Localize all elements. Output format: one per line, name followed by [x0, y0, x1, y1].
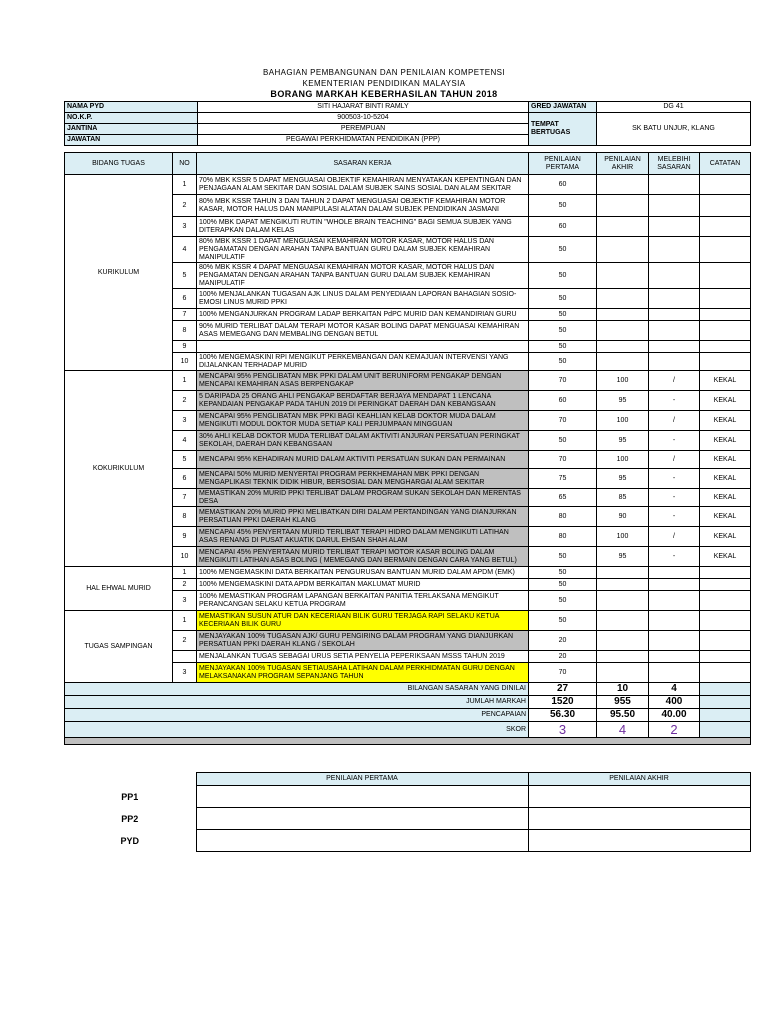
row-catatan: [700, 651, 751, 663]
row-akhir: 85: [597, 489, 649, 507]
row-sasaran: MENCAPAI 95% KEHADIRAN MURID DALAM AKTIVITI PERSATUAN SUKAN DAN PERMAINAN: [197, 451, 529, 469]
row-no: 2: [173, 579, 197, 591]
row-akhir: [597, 321, 649, 341]
row-akhir: [597, 289, 649, 309]
row-no: [173, 651, 197, 663]
row-catatan: [700, 611, 751, 631]
row-pertama: 50: [529, 611, 597, 631]
row-sasaran: 100% MBK DAPAT MENGIKUTI RUTIN "WHOLE BRAIN TEACHING" BAGI SEMUA SUBJEK YANG DITERAPKAN DALAM KELAS: [197, 217, 529, 237]
row-catatan: [700, 631, 751, 651]
row-akhir: [597, 309, 649, 321]
row-akhir: [597, 195, 649, 217]
row-sasaran: 70% MBK KSSR 5 DAPAT MENGUASAI OBJEKTIF KEMAHIRAN MENYATAKAN KEPENTINGAN DAN PENJAGAAN ALAM SEKITAR DAN SOSIAL DALAM SUBJEK SAINS SOSIAL DAN ALAM SEKITAR: [197, 175, 529, 195]
row-melebihi: -: [649, 547, 700, 567]
row-catatan: [700, 579, 751, 591]
table-row: [65, 371, 751, 391]
sig-akhir-header: PENILAIAN AKHIR: [528, 773, 750, 786]
row-melebihi: [649, 651, 700, 663]
row-sasaran: 100% MENJALANKAN TUGASAN AJK LINUS DALAM PENYEDIAAN LAPORAN BAHAGIAN SOSIO-EMOSI LINUS MURID PPKI: [197, 289, 529, 309]
row-akhir: [597, 591, 649, 611]
row-catatan: [700, 567, 751, 579]
jantina-value: PEREMPUAN: [198, 124, 529, 135]
row-melebihi: /: [649, 371, 700, 391]
signature-table: [64, 772, 751, 852]
row-pertama: 50: [529, 579, 597, 591]
row-pertama: 80: [529, 527, 597, 547]
row-no: 9: [173, 527, 197, 547]
row-no: 6: [173, 469, 197, 489]
section-sampingan: TUGAS SAMPINGAN: [65, 611, 173, 683]
row-catatan: KEKAL: [700, 469, 751, 489]
row-pertama: 50: [529, 431, 597, 451]
row-akhir: [597, 217, 649, 237]
row-catatan: KEKAL: [700, 527, 751, 547]
row-no: 3: [173, 411, 197, 431]
row-catatan: KEKAL: [700, 411, 751, 431]
row-catatan: [700, 217, 751, 237]
row-akhir: [597, 263, 649, 289]
row-akhir: [597, 631, 649, 651]
row-no: 4: [173, 237, 197, 263]
row-sasaran: MEMASTIKAN 20% MURID PPKI TERLIBAT DALAM PROGRAM SUKAN SEKOLAH DAN MERENTAS DESA: [197, 489, 529, 507]
sig-pertama-header: PENILAIAN PERTAMA: [196, 773, 528, 786]
row-catatan: KEKAL: [700, 431, 751, 451]
row-pertama: 75: [529, 469, 597, 489]
row-sasaran: 90% MURID TERLIBAT DALAM TERAPI MOTOR KASAR BOLING DAPAT MENGUASAI KEMAHIRAN ASAS MEMEGANG DAN MEMBALING DENGAN BETUL: [197, 321, 529, 341]
row-akhir: [597, 175, 649, 195]
tempat-label: TEMPAT BERTUGAS: [529, 113, 597, 146]
form-title: BORANG MARKAH KEBERHASILAN TAHUN 2018: [270, 89, 498, 99]
row-sasaran: 100% MEMASTIKAN PROGRAM LAPANGAN BERKAITAN PANITIA TERLAKSANA MENGIKUT PERANCANGAN SELAKU KETUA PROGRAM: [197, 591, 529, 611]
row-no: 3: [173, 217, 197, 237]
row-sasaran: MENCAPAI 95% PENGLIBATAN MBK PPKI DALAM UNIT BERUNIFORM PENGAKAP DENGAN MENCAPAI KEMAHIRAN ASAS BERPENGAKAP: [197, 371, 529, 391]
row-melebihi: /: [649, 411, 700, 431]
row-no: 2: [173, 195, 197, 217]
row-catatan: KEKAL: [700, 507, 751, 527]
row-melebihi: -: [649, 507, 700, 527]
section-kokurikulum: KOKURIKULUM: [65, 371, 173, 567]
skor-pertama: 3: [529, 722, 597, 738]
row-akhir: 95: [597, 391, 649, 411]
row-akhir: [597, 663, 649, 683]
pp2-pertama-cell[interactable]: [196, 808, 528, 830]
row-pertama: 50: [529, 567, 597, 579]
row-melebihi: [649, 631, 700, 651]
row-pertama: 70: [529, 451, 597, 469]
row-pertama: 50: [529, 321, 597, 341]
tempat-value: SK BATU UNJUR, KLANG: [597, 113, 751, 146]
jawatan-value: PEGAWAI PERKHIDMATAN PENDIDIKAN (PPP): [198, 135, 529, 146]
row-melebihi: [649, 175, 700, 195]
marks-table: [64, 152, 751, 745]
row-melebihi: [649, 663, 700, 683]
pencapaian-melebihi: 40.00: [649, 709, 700, 722]
header-line-1: BAHAGIAN PEMBANGUNAN DAN PENILAIAN KOMPETENSI: [262, 68, 506, 77]
gred-label: GRED JAWATAN: [529, 102, 597, 113]
row-pertama: 60: [529, 175, 597, 195]
row-pertama: 50: [529, 341, 597, 353]
row-akhir: [597, 579, 649, 591]
nokp-value: 900503-10-5204: [198, 113, 529, 124]
row-no: 3: [173, 591, 197, 611]
row-melebihi: -: [649, 431, 700, 451]
row-catatan: KEKAL: [700, 451, 751, 469]
row-akhir: [597, 651, 649, 663]
row-akhir: 100: [597, 451, 649, 469]
row-no: 2: [173, 391, 197, 411]
skor-melebihi: 2: [649, 722, 700, 738]
row-catatan: [700, 341, 751, 353]
jumlah-label: JUMLAH MARKAH: [65, 696, 529, 709]
row-pertama: 50: [529, 263, 597, 289]
row-pertama: 70: [529, 371, 597, 391]
row-pertama: 50: [529, 289, 597, 309]
row-akhir: 100: [597, 371, 649, 391]
row-pertama: 50: [529, 591, 597, 611]
row-melebihi: [649, 567, 700, 579]
row-sasaran: 80% MBK KSSR TAHUN 3 DAN TAHUN 2 DAPAT MENGUASAI OBJEKTIF KEMAHIRAN MOTOR KASAR, MOTOR HALUS DAN MANIPULASI ALATAN DALAM SUBJEK PENDIDIKAN JASMANI: [197, 195, 529, 217]
row-melebihi: [649, 579, 700, 591]
row-melebihi: [649, 217, 700, 237]
row-melebihi: [649, 289, 700, 309]
row-catatan: [700, 289, 751, 309]
row-akhir: [597, 567, 649, 579]
bilangan-melebihi: 4: [649, 683, 700, 696]
row-catatan: [700, 321, 751, 341]
row-catatan: [700, 263, 751, 289]
row-melebihi: -: [649, 469, 700, 489]
row-akhir: [597, 237, 649, 263]
row-no: 10: [173, 547, 197, 567]
row-no: 7: [173, 309, 197, 321]
gred-value: DG 41: [597, 102, 751, 113]
section-hal-ehwal: HAL EHWAL MURID: [65, 567, 173, 611]
table-row: [65, 175, 751, 195]
row-sasaran: MENCAPAI 45% PENYERTAAN MURID TERLIBAT TERAPI MOTOR KASAR BOLING DALAM MENGIKUTI LATIHAN ASAS BOLING ( MEMEGANG DAN BERMAIN DENGAN CARA YANG BETUL): [197, 547, 529, 567]
row-catatan: KEKAL: [700, 489, 751, 507]
pp1-akhir-cell[interactable]: [528, 786, 750, 808]
row-sasaran: 30% AHLI KELAB DOKTOR MUDA TERLIBAT DALAM AKTIVITI ANJURAN PERSATUAN PERINGKAT SEKOLAH, DAERAH DAN KEBANGSAAN: [197, 431, 529, 451]
row-sasaran: MENCAPAI 95% PENGLIBATAN MBK PPKI BAGI KEAHLIAN KELAB DOKTOR MUDA DALAM MENGIKUTI MODUL DOKTOR MUDA SETIAP KALI PERJUMPAAN MINGGUAN: [197, 411, 529, 431]
row-sasaran: MEMASTIKAN SUSUN ATUR DAN KECERIAAN BILIK GURU TERJAGA RAPI SELAKU KETUA KECERIAAN BILIK GURU: [197, 611, 529, 631]
row-melebihi: [649, 237, 700, 263]
pp1-label: PP1: [121, 791, 139, 802]
row-catatan: KEKAL: [700, 547, 751, 567]
row-pertama: 60: [529, 217, 597, 237]
pp2-akhir-cell[interactable]: [528, 808, 750, 830]
row-melebihi: [649, 321, 700, 341]
row-melebihi: [649, 309, 700, 321]
bilangan-akhir: 10: [597, 683, 649, 696]
divider-bar: [65, 738, 751, 745]
row-sasaran: MENCAPAI 45% PENYERTAAN MURID TERLIBAT TERAPI HIDRO DALAM MENGIKUTI LATIHAN ASAS RENANG DI PUSAT AKUATIK DARUL EHSAN SHAH ALAM: [197, 527, 529, 547]
row-no: 1: [173, 611, 197, 631]
row-pertama: 70: [529, 663, 597, 683]
row-catatan: [700, 591, 751, 611]
row-melebihi: /: [649, 527, 700, 547]
row-melebihi: -: [649, 391, 700, 411]
row-akhir: [597, 353, 649, 371]
row-sasaran: 100% MENGEMASKINI DATA APDM BERKAITAN MAKLUMAT MURID: [197, 579, 529, 591]
col-sasaran: SASARAN KERJA: [197, 153, 529, 175]
row-melebihi: [649, 263, 700, 289]
col-bidang: BIDANG TUGAS: [65, 153, 173, 175]
row-sasaran: [197, 341, 529, 353]
col-melebihi: MELEBIHI SASARAN: [649, 153, 700, 175]
row-no: 1: [173, 567, 197, 579]
row-sasaran: MENJAYAKAN 100% TUGASAN AJK/ GURU PENGIRING DALAM PROGRAM YANG DIANJURKAN PERSATUAN PPKI DAERAH KLANG / SEKOLAH: [197, 631, 529, 651]
row-pertama: 20: [529, 631, 597, 651]
row-no: 9: [173, 341, 197, 353]
row-no: 1: [173, 175, 197, 195]
row-pertama: 60: [529, 391, 597, 411]
jumlah-akhir: 955: [597, 696, 649, 709]
pencapaian-akhir: 95.50: [597, 709, 649, 722]
row-sasaran: 80% MBK KSSR 1 DAPAT MENGUASAI KEMAHIRAN MOTOR KASAR, MOTOR HALUS DAN PENGAMATAN DENGAN ARAHAN TANPA BANTUAN GURU DALAM SUBJEK KEMAHIRAN MANIPULATIF: [197, 237, 529, 263]
row-sasaran: MEMASTIKAN 20% MURID PPKI MELIBATKAN DIRI DALAM PERTANDINGAN YANG DIANJURKAN PERSATUAN PPKI DAERAH KLANG: [197, 507, 529, 527]
row-melebihi: /: [649, 451, 700, 469]
row-pertama: 65: [529, 489, 597, 507]
col-pertama: PENILAIAN PERTAMA: [529, 153, 597, 175]
nokp-label: NO.K.P.: [65, 113, 198, 124]
nama-value: SITI HAJARAT BINTI RAMLY: [198, 102, 529, 113]
table-row: [65, 611, 751, 631]
pyd-label: PYD: [120, 835, 139, 846]
row-no: 3: [173, 663, 197, 683]
nama-label: NAMA PYD: [65, 102, 198, 113]
row-catatan: [700, 309, 751, 321]
row-akhir: [597, 611, 649, 631]
row-no: 7: [173, 489, 197, 507]
row-catatan: [700, 353, 751, 371]
pyd-pertama-cell[interactable]: [196, 830, 528, 852]
row-sasaran: MENJALANKAN TUGAS SEBAGAI URUS SETIA PENYELIA PEPERIKSAAN MSSS TAHUN 2019: [197, 651, 529, 663]
row-catatan: KEKAL: [700, 391, 751, 411]
row-catatan: [700, 237, 751, 263]
row-akhir: 95: [597, 431, 649, 451]
pp1-pertama-cell[interactable]: [196, 786, 528, 808]
col-akhir: PENILAIAN AKHIR: [597, 153, 649, 175]
row-no: 8: [173, 321, 197, 341]
table-row: [65, 567, 751, 579]
row-melebihi: -: [649, 489, 700, 507]
row-sasaran: 80% MBK KSSR 4 DAPAT MENGUASAI KEMAHIRAN MOTOR KASAR, MOTOR HALUS DAN PENGAMATAN DENGAN ARAHAN TANPA BANTUAN GURU DALAM SUBJEK KEMAHIRAN MANIPULATIF: [197, 263, 529, 289]
row-catatan: KEKAL: [700, 371, 751, 391]
header-line-2: KEMENTERIAN PENDIDIKAN MALAYSIA: [302, 79, 466, 88]
jumlah-pertama: 1520: [529, 696, 597, 709]
row-sasaran: MENJAYAKAN 100% TUGASAN SETIAUSAHA LATIHAN DALAM PERKHIDMATAN GURU DENGAN MELAKSANAKAN PROGRAM SEPANJANG TAHUN: [197, 663, 529, 683]
row-catatan: [700, 663, 751, 683]
row-no: 6: [173, 289, 197, 309]
row-akhir: 95: [597, 547, 649, 567]
jantina-label: JANTINA: [65, 124, 198, 135]
pencapaian-label: PENCAPAIAN: [65, 709, 529, 722]
row-pertama: 50: [529, 353, 597, 371]
pencapaian-pertama: 56.30: [529, 709, 597, 722]
pyd-akhir-cell[interactable]: [528, 830, 750, 852]
col-catatan: CATATAN: [700, 153, 751, 175]
row-sasaran: MENCAPAI 50% MURID MENYERTAI PROGRAM PERKHEMAHAN MBK PPKI DENGAN MENGAPLIKASI TEKNIK DIDIK HIBUR, BERSOSIAL DAN MENGHARGAI ALAM SEKITAR: [197, 469, 529, 489]
row-catatan: [700, 195, 751, 217]
row-pertama: 50: [529, 237, 597, 263]
row-melebihi: [649, 353, 700, 371]
row-catatan: [700, 175, 751, 195]
row-akhir: 100: [597, 411, 649, 431]
row-akhir: [597, 341, 649, 353]
row-melebihi: [649, 195, 700, 217]
pp2-label: PP2: [121, 813, 139, 824]
row-melebihi: [649, 341, 700, 353]
col-no: NO: [173, 153, 197, 175]
row-no: 10: [173, 353, 197, 371]
skor-label: SKOR: [65, 722, 529, 738]
bilangan-pertama: 27: [529, 683, 597, 696]
jawatan-label: JAWATAN: [65, 135, 198, 146]
bilangan-label: BILANGAN SASARAN YANG DINILAI: [65, 683, 529, 696]
skor-akhir: 4: [597, 722, 649, 738]
row-sasaran: 5 DARIPADA 25 ORANG AHLI PENGAKAP BERDAFTAR BERJAYA MENDAPAT 1 LENCANA KEPANDAIAN PENGAKAP PADA TAHUN 2019 DI PERINGKAT DAERAH DAN KEBANGSAAN: [197, 391, 529, 411]
row-melebihi: [649, 611, 700, 631]
row-no: 8: [173, 507, 197, 527]
row-sasaran: 100% MENGEMASKINI RPI MENGIKUT PERKEMBANGAN DAN KEMAJUAN INTERVENSI YANG DIJALANKAN TERHADAP MURID: [197, 353, 529, 371]
section-kurikulum: KURIKULUM: [65, 175, 173, 371]
row-pertama: 20: [529, 651, 597, 663]
row-no: 4: [173, 431, 197, 451]
row-akhir: 100: [597, 527, 649, 547]
row-sasaran: 100% MENGANJURKAN PROGRAM LADAP BERKAITAN PdPC MURID DAN KEMANDIRIAN GURU: [197, 309, 529, 321]
row-sasaran: 100% MENGEMASKINI DATA BERKAITAN PENGURUSAN BANTUAN MURID DALAM APDM (EMK): [197, 567, 529, 579]
row-melebihi: [649, 591, 700, 611]
row-no: 5: [173, 451, 197, 469]
info-table: [64, 101, 751, 146]
row-pertama: 80: [529, 507, 597, 527]
row-no: 1: [173, 371, 197, 391]
row-no: 5: [173, 263, 197, 289]
row-pertama: 70: [529, 411, 597, 431]
row-akhir: 95: [597, 469, 649, 489]
row-akhir: 90: [597, 507, 649, 527]
jumlah-melebihi: 400: [649, 696, 700, 709]
row-no: 2: [173, 631, 197, 651]
row-pertama: 50: [529, 547, 597, 567]
row-pertama: 50: [529, 195, 597, 217]
row-pertama: 50: [529, 309, 597, 321]
